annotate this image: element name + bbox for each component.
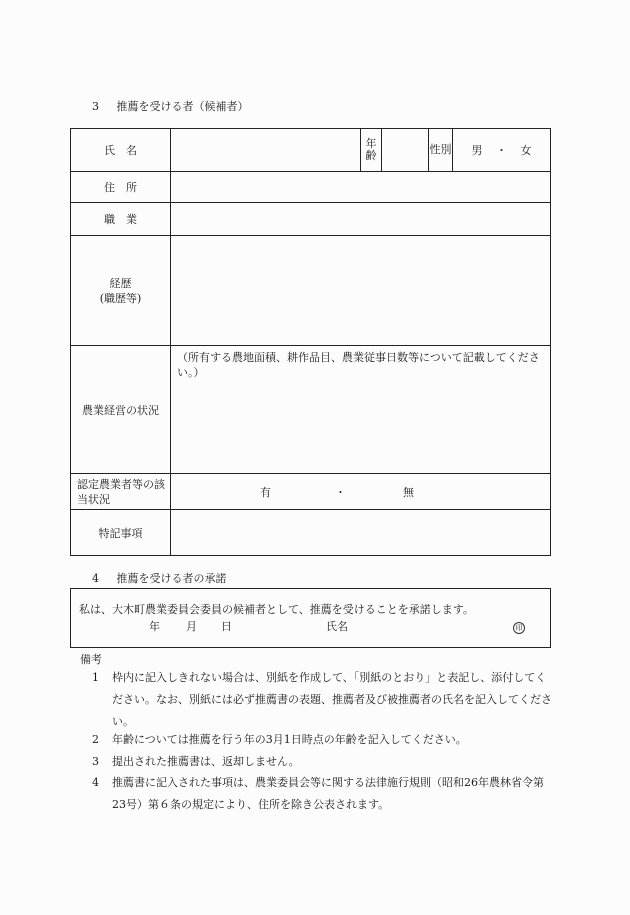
farming-label: 農業経営の状況 xyxy=(71,346,171,474)
gender-label: 性別 xyxy=(429,129,453,172)
address-row xyxy=(71,172,551,203)
section-3-title: 推薦を受ける者（候補者） xyxy=(116,100,249,113)
consent-name-label: 氏名 xyxy=(326,620,348,633)
history-row xyxy=(71,236,551,346)
gender-separator: ・ xyxy=(496,144,507,157)
remarks-field[interactable] xyxy=(171,510,551,556)
remarks-label: 特記事項 xyxy=(71,510,171,556)
address-field[interactable] xyxy=(171,172,551,203)
occupation-label: 職 業 xyxy=(71,203,171,236)
age-field[interactable] xyxy=(382,129,429,172)
note-text: 枠内に記入しきれない場合は、別紙を作成して、「別紙のとおり」と表記し、添付してください。なお、別紙には必ず推薦書の表題、推薦者及び被推薦者の氏名を記入してください。 xyxy=(112,671,552,728)
note-item-2 xyxy=(92,729,552,751)
certified-row xyxy=(71,474,551,510)
section-4-number: 4 xyxy=(92,572,99,585)
notes-heading: 備考 xyxy=(80,653,102,666)
section-3-number: 3 xyxy=(92,100,99,113)
seal-mark: 印 xyxy=(513,622,525,634)
consent-year-label: 年 xyxy=(149,620,160,633)
consent-text: 私は、大木町農業委員会委員の候補者として、推薦を受けることを承諾します。 xyxy=(79,603,474,616)
gender-options[interactable] xyxy=(453,129,551,172)
occupation-field[interactable] xyxy=(171,203,551,236)
name-label: 氏 名 xyxy=(71,129,171,172)
history-field[interactable] xyxy=(171,236,551,346)
history-label: 経歴 xyxy=(109,276,132,290)
section-4-heading xyxy=(92,570,227,586)
section-4-title: 推薦を受ける者の承諾 xyxy=(116,572,227,585)
name-field[interactable] xyxy=(171,129,361,172)
occupation-row xyxy=(71,203,551,236)
note-item-1 xyxy=(92,667,552,733)
history-label-cell xyxy=(71,236,171,346)
certified-no[interactable]: 無 xyxy=(403,486,414,499)
address-label: 住 所 xyxy=(71,172,171,203)
note-item-3 xyxy=(92,751,552,773)
history-sublabel: (職歴等) xyxy=(99,291,142,305)
gender-male[interactable]: 男 xyxy=(471,144,483,157)
candidate-form-table xyxy=(70,128,551,556)
note-item-4 xyxy=(92,772,552,816)
note-number: 2 xyxy=(92,733,99,746)
certified-label: 認定農業者等の該当状況 xyxy=(71,474,171,510)
certified-separator: ・ xyxy=(335,486,346,499)
gender-female[interactable]: 女 xyxy=(520,144,532,157)
note-text: 年齢については推薦を行う年の3月1日時点の年齢を記入してください。 xyxy=(112,733,467,746)
farming-hint: （所有する農地面積、耕作品目、農業従事日数等について記載してください。） xyxy=(177,351,540,379)
age-label: 年齢 xyxy=(361,129,382,172)
farming-row xyxy=(71,346,551,474)
farming-field[interactable] xyxy=(171,346,551,474)
note-number: 1 xyxy=(92,671,99,684)
note-number: 4 xyxy=(92,776,99,789)
consent-day-label: 日 xyxy=(221,620,232,633)
section-3-heading xyxy=(92,98,249,114)
note-text: 提出された推薦書は、返却しません。 xyxy=(112,755,300,768)
certified-yes[interactable]: 有 xyxy=(260,486,271,499)
note-number: 3 xyxy=(92,755,99,768)
consent-month-label: 月 xyxy=(186,620,197,633)
certified-options[interactable] xyxy=(171,474,551,510)
seal-icon xyxy=(513,620,525,634)
remarks-row xyxy=(71,510,551,556)
name-row xyxy=(71,129,551,172)
note-text: 推薦書に記入された事項は、農業委員会等に関する法律施行規則（昭和26年農林省令第23号）第６条の規定により、住所を除き公表されます。 xyxy=(112,776,544,811)
consent-box xyxy=(70,588,551,648)
